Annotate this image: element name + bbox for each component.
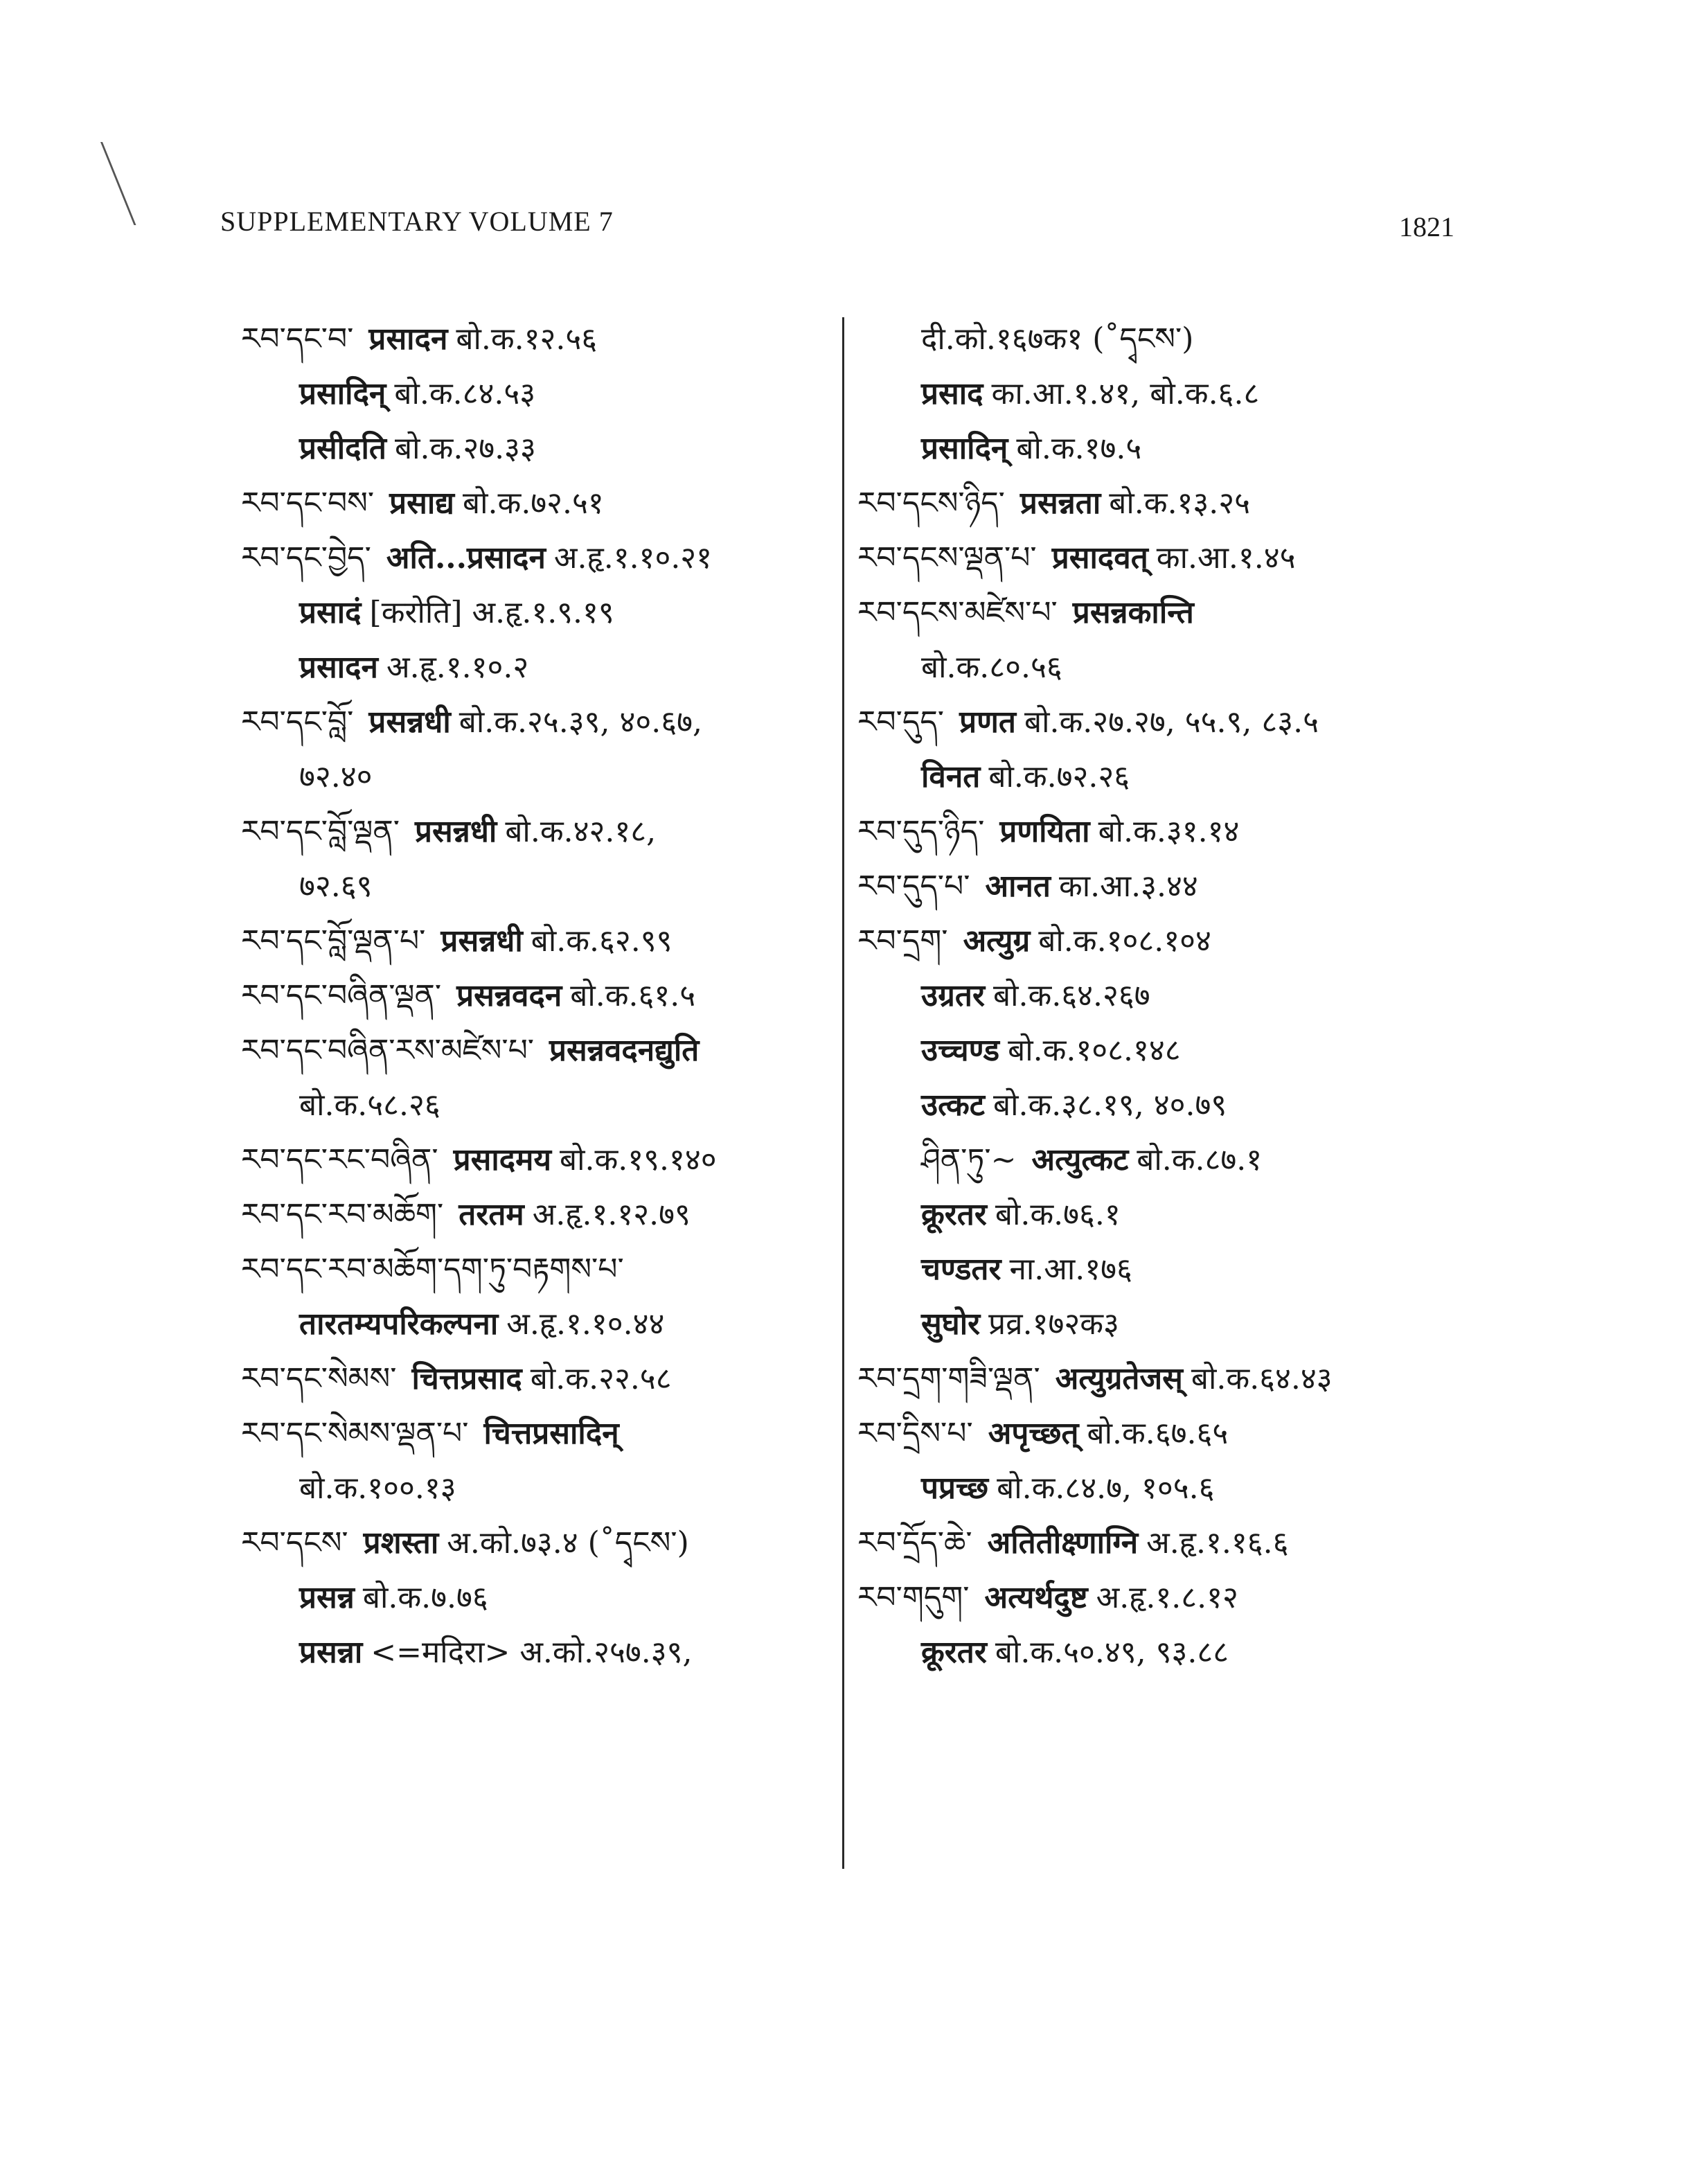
dictionary-entry-line [241, 640, 826, 695]
source-reference: बो.क.२७.२७, ५५.९, ८३.५ [1024, 704, 1319, 740]
sanskrit-equivalent: प्रशस्ता [363, 1525, 439, 1561]
tibetan-headword: རབ་དང་བློ་ལྡན་པ་ [241, 923, 426, 959]
tibetan-headword: ཤིན་ཏུ་~ [921, 1142, 1017, 1178]
source-reference: <=मदिरा> अ.को.२५७.३९, [371, 1635, 693, 1670]
dictionary-entry-line [857, 421, 1467, 476]
tibetan-headword: རབ་དྲག་ [857, 923, 948, 959]
sanskrit-equivalent: प्रसन्नता [1019, 486, 1101, 521]
sanskrit-equivalent: प्रसादिन् [921, 431, 1008, 466]
tibetan-headword: རབ་དངས་ལྡན་པ་ [857, 540, 1037, 576]
source-reference: बो.क.१०८.१४८ [1008, 1033, 1181, 1068]
sanskrit-equivalent: चित्तप्रसाद [411, 1361, 522, 1396]
source-reference: बो.क.२५.३९, ४०.६७, [458, 704, 702, 740]
dictionary-entry-line [241, 312, 826, 366]
source-reference: बो.क.१७.५ [1016, 431, 1142, 466]
source-reference: बो.क.७२.२६ [988, 759, 1130, 794]
dictionary-entry-line [241, 914, 826, 968]
source-reference: अ.हृ.१.१०.२ [386, 650, 529, 685]
sanskrit-equivalent: प्रसाद [921, 376, 983, 411]
dictionary-entry-line [857, 312, 1467, 366]
tibetan-headword: རབ་དང་རབ་མཆོག་དག་ཏུ་བརྟགས་པ་ [241, 1252, 624, 1287]
dictionary-entry-line [241, 366, 826, 421]
dictionary-entry-line [857, 1242, 1467, 1297]
dictionary-entry-line [241, 585, 826, 640]
dictionary-entry-line [857, 1406, 1467, 1461]
dictionary-entry-line [241, 1570, 826, 1625]
sanskrit-equivalent: तारतम्यपरिकल्पना [299, 1306, 499, 1342]
dictionary-entry-line [857, 749, 1467, 804]
sanskrit-equivalent: अत्युग्र [963, 923, 1031, 959]
source-reference: बो.क.६१.५ [570, 978, 696, 1013]
sanskrit-equivalent: प्रसन्नधी [414, 814, 497, 849]
source-reference: बो.क.६४.४३ [1191, 1361, 1333, 1396]
source-reference: बो.क.१३.२५ [1109, 486, 1251, 521]
dictionary-entry-line [241, 968, 826, 1023]
source-reference: ना.आ.१७६ [1009, 1252, 1132, 1287]
source-reference: बो.क.८७.१ [1137, 1142, 1263, 1178]
source-reference: बो.क.५०.४९, ९३.८८ [995, 1635, 1229, 1670]
tibetan-headword: རབ་དྲོད་ཆེ་ [857, 1525, 972, 1561]
left-column [241, 312, 826, 1680]
dictionary-entry-line [857, 914, 1467, 968]
sanskrit-equivalent: अत्युग्रतेजस् [1055, 1361, 1183, 1396]
dictionary-entry-line [241, 1242, 826, 1297]
sanskrit-equivalent: क्रूरतर [921, 1635, 987, 1670]
sanskrit-equivalent: अत्युत्कट [1031, 1142, 1129, 1178]
source-reference: बो.क.१२.५६ [456, 321, 598, 357]
source-reference: बो.क.३८.१९, ४०.७९ [992, 1087, 1227, 1123]
tibetan-headword: རབ་དངས་ [241, 1525, 348, 1561]
dictionary-entry-line [857, 1351, 1467, 1406]
dictionary-entry-line [241, 531, 826, 585]
dictionary-entry-line [241, 804, 826, 859]
dictionary-entry-line [241, 1625, 826, 1680]
source-reference: बो.क.७६.१ [995, 1197, 1121, 1232]
source-reference: अ.हृ.१.१०.४४ [506, 1306, 665, 1342]
source-reference: ७२.४० [299, 759, 373, 794]
source-reference: अ.हृ.१.८.१२ [1096, 1580, 1238, 1615]
tibetan-headword: རབ་དང་སེམས་ལྡན་པ་ [241, 1416, 469, 1451]
tibetan-headword: རབ་དང་བས་ [241, 486, 375, 521]
dictionary-entry-line [241, 859, 826, 914]
source-reference: बो.क.७.७६ [362, 1580, 488, 1615]
dictionary-entry-line [241, 1461, 826, 1516]
source-reference: बो.क.४२.१८, [505, 814, 657, 849]
tibetan-headword: རབ་དང་སེམས་ [241, 1361, 397, 1396]
dictionary-entry-line [241, 1516, 826, 1570]
tibetan-headword: རབ་དང་རང་བཞིན་ [241, 1142, 438, 1178]
sanskrit-equivalent: अतितीक्ष्णाग्नि [987, 1525, 1139, 1561]
running-title: SUPPLEMENTARY VOLUME 7 [220, 206, 614, 237]
sanskrit-equivalent: अत्यर्थदुष्ट [984, 1580, 1088, 1615]
source-reference: [करोति] अ.हृ.१.९.१९ [369, 595, 614, 630]
sanskrit-equivalent: प्रसन्नकान्ति [1072, 595, 1194, 630]
source-reference: अ.हृ.१.१६.६ [1146, 1525, 1289, 1561]
sanskrit-equivalent: चित्तप्रसादिन् [483, 1416, 619, 1451]
dictionary-entry-line [241, 476, 826, 531]
tibetan-headword: རབ་དུད་ [857, 704, 945, 740]
tibetan-headword: རབ་དང་བཞིན་རས་མཛེས་པ་ [241, 1033, 535, 1068]
scan-artifact-mark [100, 142, 167, 225]
sanskrit-equivalent: अति...प्रसादन [386, 540, 546, 576]
dictionary-entry-line [857, 476, 1467, 531]
tibetan-headword: རབ་གདུག་ [857, 1580, 970, 1615]
tibetan-headword: རབ་དང་བ་ [241, 321, 354, 357]
dictionary-entry-line [857, 1133, 1467, 1187]
sanskrit-equivalent: चण्डतर [921, 1252, 1001, 1287]
dictionary-entry-line [857, 1187, 1467, 1242]
dictionary-entry-line [857, 531, 1467, 585]
source-reference: प्रव्र.१७२क३ [988, 1306, 1119, 1342]
dictionary-entry-line [857, 1023, 1467, 1078]
sanskrit-equivalent: प्रसन्न [299, 1580, 355, 1615]
dictionary-entry-line [857, 1625, 1467, 1680]
source-reference: अ.हृ.१.१०.२१ [553, 540, 713, 576]
source-reference: अ.को.७३.४ (˚དྭངས་) [447, 1525, 689, 1561]
sanskrit-equivalent: क्रूरतर [921, 1197, 987, 1232]
tibetan-headword: རབ་དང་བློ་ལྡན་ [241, 814, 400, 849]
source-reference: बो.क.१९.१४० [559, 1142, 717, 1178]
source-reference: का.आ.१.४५ [1156, 540, 1296, 576]
sanskrit-equivalent: प्रसादवत् [1051, 540, 1148, 576]
sanskrit-equivalent: उग्रतर [921, 978, 986, 1013]
source-reference: बो.क.७२.५१ [463, 486, 604, 521]
sanskrit-equivalent: प्रणयिता [999, 814, 1090, 849]
tibetan-headword: རབ་དུད་པ་ [857, 869, 970, 904]
dictionary-entry-line [241, 695, 826, 749]
sanskrit-equivalent: प्रसादं [299, 595, 362, 630]
sanskrit-equivalent: प्रसीदति [299, 431, 387, 466]
sanskrit-equivalent: प्रणत [959, 704, 1016, 740]
tibetan-headword: རབ་དང་རབ་མཆོག་ [241, 1197, 444, 1232]
source-reference: बो.क.३१.१४ [1098, 814, 1240, 849]
sanskrit-equivalent: प्रसादन [368, 321, 448, 357]
source-reference: बो.क.८४.७, १०५.६ [997, 1471, 1215, 1506]
source-reference: का.आ.१.४१, बो.क.६.८ [991, 376, 1260, 411]
sanskrit-equivalent: प्रसादमय [453, 1142, 551, 1178]
tibetan-headword: རབ་དངས་མཛེས་པ་ [857, 595, 1058, 630]
source-reference: बो.क.८०.५६ [921, 650, 1062, 685]
sanskrit-equivalent: अपृच्छत् [988, 1416, 1079, 1451]
dictionary-entry-line [241, 1351, 826, 1406]
sanskrit-equivalent: प्रसादन [299, 650, 378, 685]
dictionary-entry-line [857, 859, 1467, 914]
dictionary-entry-line [857, 695, 1467, 749]
column-divider [842, 317, 844, 1869]
sanskrit-equivalent: प्रसन्नधी [368, 704, 451, 740]
sanskrit-equivalent: प्रसन्नधी [440, 923, 523, 959]
sanskrit-equivalent: तरतम [458, 1197, 524, 1232]
source-reference: बो.क.६४.२६७ [993, 978, 1150, 1013]
page-number: 1821 [1399, 211, 1454, 242]
dictionary-entry-line [857, 585, 1467, 640]
tibetan-headword: རབ་དྲག་གཟི་ལྡན་ [857, 1361, 1040, 1396]
dictionary-entry-line [857, 1078, 1467, 1133]
source-reference: का.आ.३.४४ [1058, 869, 1198, 904]
dictionary-entry-line [241, 1406, 826, 1461]
dictionary-entry-line [241, 421, 826, 476]
sanskrit-equivalent: प्रसन्नवदन [456, 978, 562, 1013]
right-column [857, 312, 1467, 1680]
tibetan-headword: རབ་དང་བཞིན་ལྡན་ [241, 978, 442, 1013]
dictionary-entry-line [241, 1297, 826, 1351]
sanskrit-equivalent: प्रसन्नवदनद्युति [549, 1033, 700, 1068]
dictionary-entry-line [857, 366, 1467, 421]
source-reference: दी.को.१६७क१ (˚དྭངས་) [921, 321, 1194, 357]
tibetan-headword: རབ་དང་བློ་ [241, 704, 354, 740]
sanskrit-equivalent: प्रसाद्य [389, 486, 455, 521]
dictionary-entry-line [857, 1570, 1467, 1625]
source-reference: बो.क.२७.३३ [395, 431, 536, 466]
dictionary-entry-line [241, 1133, 826, 1187]
dictionary-entry-line [241, 1078, 826, 1133]
dictionary-entry-line [241, 1187, 826, 1242]
dictionary-entry-line [857, 1516, 1467, 1570]
source-reference: बो.क.१००.१३ [299, 1471, 456, 1506]
dictionary-entry-line [857, 640, 1467, 695]
sanskrit-equivalent: पप्रच्छ [921, 1471, 989, 1506]
dictionary-entry-line [241, 1023, 826, 1078]
dictionary-entry-line [857, 1297, 1467, 1351]
dictionary-entry-line [241, 749, 826, 804]
sanskrit-equivalent: उच्चण्ड [921, 1033, 1000, 1068]
tibetan-headword: རབ་དུད་ཉིད་ [857, 814, 985, 849]
source-reference: बो.क.१०८.१०४ [1038, 923, 1211, 959]
dictionary-entry-line [857, 968, 1467, 1023]
dictionary-entry-line [857, 804, 1467, 859]
source-reference: बो.क.२२.५८ [530, 1361, 672, 1396]
source-reference: बो.क.५८.२६ [299, 1087, 440, 1123]
source-reference: बो.क.८४.५३ [394, 376, 536, 411]
source-reference: ७२.६९ [299, 869, 373, 904]
tibetan-headword: རབ་དངས་ཉིད་ [857, 486, 1005, 521]
source-reference: अ.हृ.१.१२.७९ [532, 1197, 691, 1232]
source-reference: बो.क.६७.६५ [1087, 1416, 1229, 1451]
tibetan-headword: རབ་དང་བྱེད་ [241, 540, 371, 576]
dictionary-entry-line [857, 1461, 1467, 1516]
sanskrit-equivalent: आनत [985, 869, 1051, 904]
source-reference: बो.क.६२.९९ [531, 923, 673, 959]
sanskrit-equivalent: उत्कट [921, 1087, 985, 1123]
sanskrit-equivalent: विनत [921, 759, 981, 794]
sanskrit-equivalent: सुघोर [921, 1306, 981, 1342]
sanskrit-equivalent: प्रसादिन् [299, 376, 386, 411]
sanskrit-equivalent: प्रसन्ना [299, 1635, 363, 1670]
tibetan-headword: རབ་དྲིས་པ་ [857, 1416, 973, 1451]
